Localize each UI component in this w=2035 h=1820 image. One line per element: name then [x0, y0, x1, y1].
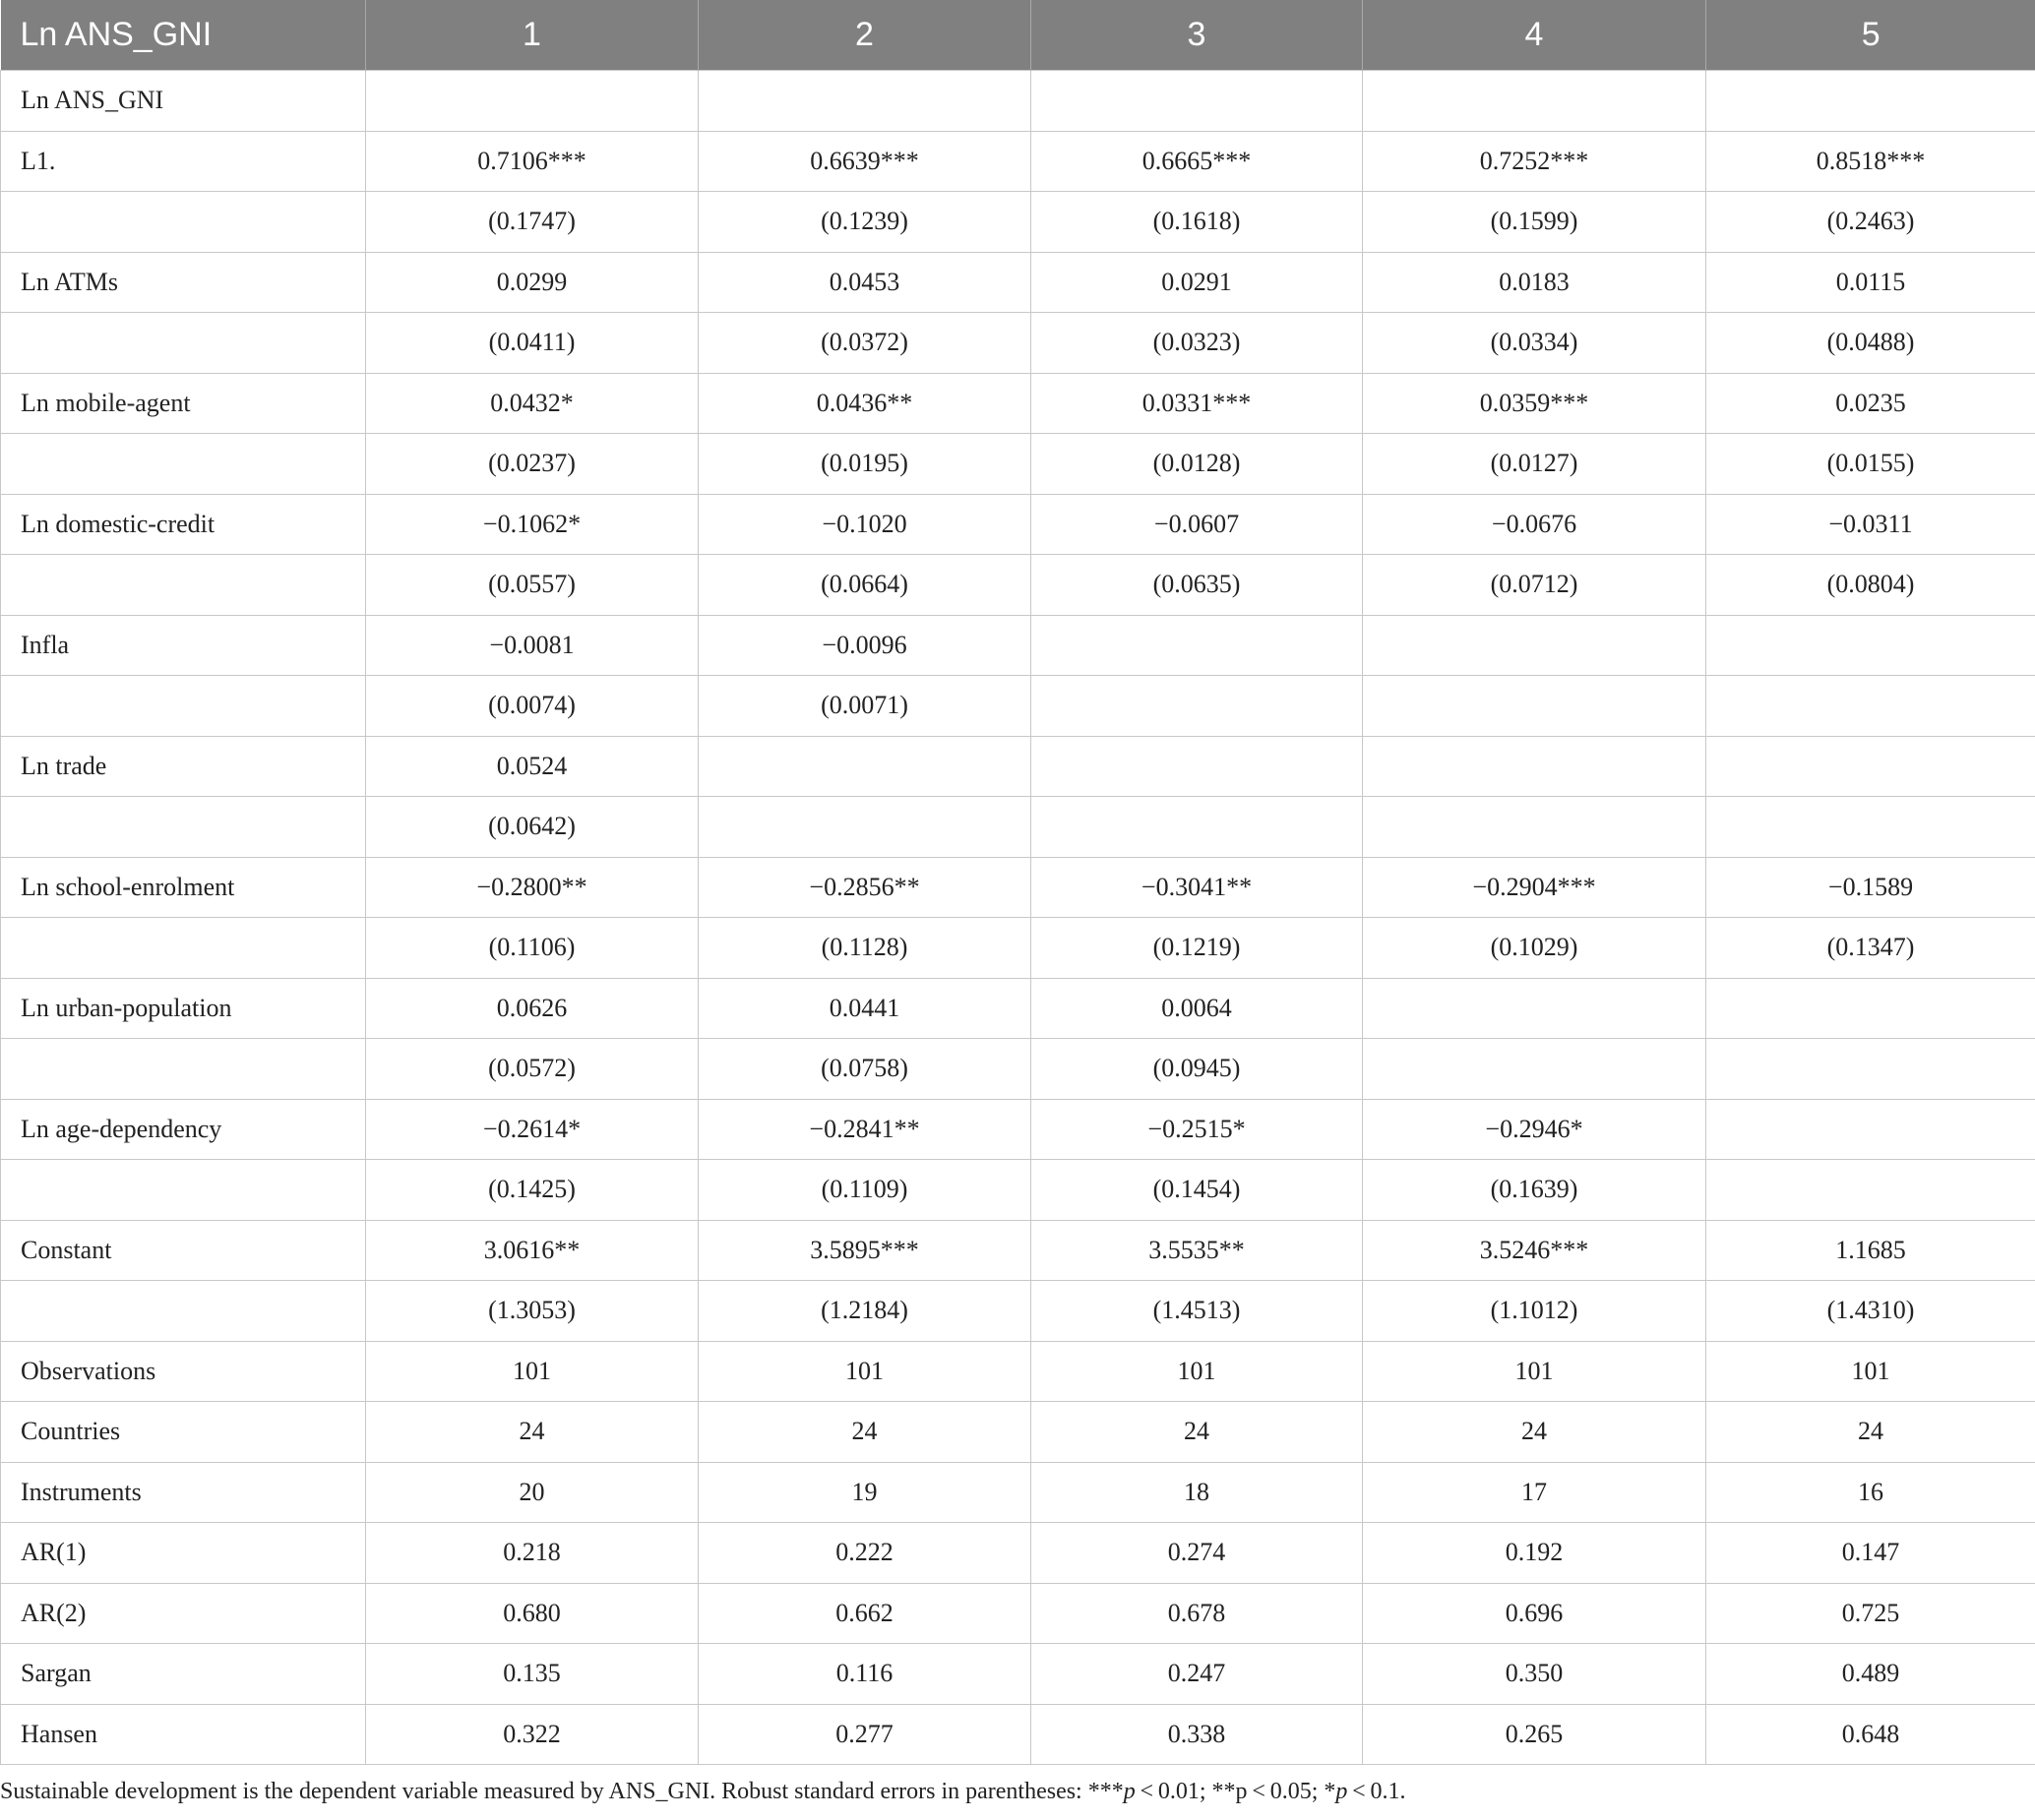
- table-cell: (0.0635): [1031, 555, 1363, 616]
- table-row: [1, 1402, 2035, 1463]
- table-cell: 101: [366, 1341, 699, 1402]
- table-row: [1, 797, 2035, 858]
- table-cell: −0.0096: [699, 615, 1031, 676]
- table-cell: (0.2463): [1706, 192, 2035, 253]
- table-row: [1, 192, 2035, 253]
- table-cell: [1031, 676, 1363, 737]
- table-cell: (1.4513): [1031, 1281, 1363, 1342]
- table-cell: (0.0323): [1031, 313, 1363, 374]
- table-cell: 0.274: [1031, 1523, 1363, 1584]
- table-cell: [1706, 676, 2035, 737]
- table-cell: (0.0488): [1706, 313, 2035, 374]
- table-row: [1, 494, 2035, 555]
- table-cell: 0.247: [1031, 1644, 1363, 1705]
- table-cell: −0.3041**: [1031, 857, 1363, 918]
- table-cell: 0.680: [366, 1583, 699, 1644]
- table-row: [1, 857, 2035, 918]
- table-cell: 0.0441: [699, 978, 1031, 1039]
- footnote-p-2: p: [1335, 1779, 1348, 1804]
- table-cell: −0.1020: [699, 494, 1031, 555]
- table-cell: [1031, 797, 1363, 858]
- table-cell: 17: [1363, 1462, 1706, 1523]
- header-model-1: 1: [366, 0, 699, 71]
- table-cell: 0.696: [1363, 1583, 1706, 1644]
- table-cell: 0.8518***: [1706, 131, 2035, 192]
- row-label: Ln domestic-credit: [1, 494, 366, 555]
- table-cell: (0.0195): [699, 434, 1031, 495]
- table-row: [1, 313, 2035, 374]
- row-label: Ln school-enrolment: [1, 857, 366, 918]
- table-cell: [1706, 1160, 2035, 1221]
- table-row: [1, 252, 2035, 313]
- row-label: [1, 555, 366, 616]
- table-cell: [1706, 71, 2035, 132]
- row-label: Instruments: [1, 1462, 366, 1523]
- row-label: Countries: [1, 1402, 366, 1463]
- table-cell: 0.678: [1031, 1583, 1363, 1644]
- table-row: [1, 918, 2035, 979]
- row-label: Ln urban-population: [1, 978, 366, 1039]
- table-cell: 0.489: [1706, 1644, 2035, 1705]
- table-cell: 0.116: [699, 1644, 1031, 1705]
- table-cell: 0.0299: [366, 252, 699, 313]
- table-cell: 0.192: [1363, 1523, 1706, 1584]
- table-row: [1, 1160, 2035, 1221]
- table-cell: [1706, 1099, 2035, 1160]
- table-cell: −0.2856**: [699, 857, 1031, 918]
- table-cell: −0.2904***: [1363, 857, 1706, 918]
- table-cell: [1363, 676, 1706, 737]
- table-cell: 0.277: [699, 1704, 1031, 1765]
- table-cell: (0.0127): [1363, 434, 1706, 495]
- table-row: [1, 1583, 2035, 1644]
- table-cell: [1363, 71, 1706, 132]
- table-cell: (0.0804): [1706, 555, 2035, 616]
- table-cell: [1031, 736, 1363, 797]
- table-cell: 24: [1363, 1402, 1706, 1463]
- row-label: Sargan: [1, 1644, 366, 1705]
- table-cell: −0.2841**: [699, 1099, 1031, 1160]
- table-cell: 101: [1031, 1341, 1363, 1402]
- row-label: L1.: [1, 131, 366, 192]
- row-label: [1, 1160, 366, 1221]
- table-row: [1, 1099, 2035, 1160]
- header-model-2: 2: [699, 0, 1031, 71]
- table-cell: [1706, 978, 2035, 1039]
- table-cell: [1363, 978, 1706, 1039]
- table-cell: −0.0676: [1363, 494, 1706, 555]
- table-cell: 101: [1363, 1341, 1706, 1402]
- table-cell: (0.1347): [1706, 918, 2035, 979]
- table-cell: 101: [699, 1341, 1031, 1402]
- table-cell: [1363, 797, 1706, 858]
- row-label: [1, 313, 366, 374]
- table-row: [1, 555, 2035, 616]
- table-cell: 24: [366, 1402, 699, 1463]
- table-cell: 1.1685: [1706, 1220, 2035, 1281]
- table-row: [1, 1220, 2035, 1281]
- table-cell: −0.0311: [1706, 494, 2035, 555]
- table-cell: (0.1029): [1363, 918, 1706, 979]
- table-cell: 0.725: [1706, 1583, 2035, 1644]
- table-cell: (0.0712): [1363, 555, 1706, 616]
- table-cell: (1.2184): [699, 1281, 1031, 1342]
- table-cell: 0.218: [366, 1523, 699, 1584]
- table-cell: [699, 71, 1031, 132]
- table-cell: (0.1109): [699, 1160, 1031, 1221]
- table-cell: 24: [1031, 1402, 1363, 1463]
- table-cell: (1.4310): [1706, 1281, 2035, 1342]
- table-row: [1, 1281, 2035, 1342]
- table-cell: (0.1128): [699, 918, 1031, 979]
- table-cell: 0.0235: [1706, 373, 2035, 434]
- table-cell: (0.0642): [366, 797, 699, 858]
- table-cell: 3.5535**: [1031, 1220, 1363, 1281]
- row-label: AR(1): [1, 1523, 366, 1584]
- row-label: [1, 434, 366, 495]
- table-cell: 19: [699, 1462, 1031, 1523]
- table-row: [1, 131, 2035, 192]
- table-cell: 24: [1706, 1402, 2035, 1463]
- table-row: [1, 434, 2035, 495]
- row-label: [1, 1281, 366, 1342]
- table-cell: 0.7252***: [1363, 131, 1706, 192]
- header-model-5: 5: [1706, 0, 2035, 71]
- table-cell: 0.0359***: [1363, 373, 1706, 434]
- table-cell: (0.1618): [1031, 192, 1363, 253]
- table-cell: 24: [699, 1402, 1031, 1463]
- table-cell: (0.0237): [366, 434, 699, 495]
- table-cell: 20: [366, 1462, 699, 1523]
- header-model-4: 4: [1363, 0, 1706, 71]
- table-cell: 0.0453: [699, 252, 1031, 313]
- table-cell: 0.147: [1706, 1523, 2035, 1584]
- header-row: [1, 0, 2035, 71]
- row-label: [1, 192, 366, 253]
- table-cell: 0.662: [699, 1583, 1031, 1644]
- table-cell: (0.0758): [699, 1039, 1031, 1100]
- row-label: Ln ANS_GNI: [1, 71, 366, 132]
- table-cell: 0.350: [1363, 1644, 1706, 1705]
- table-cell: (0.1639): [1363, 1160, 1706, 1221]
- table-cell: (1.3053): [366, 1281, 699, 1342]
- table-body: [1, 71, 2035, 1765]
- table-cell: 0.648: [1706, 1704, 2035, 1765]
- table-cell: 0.0432*: [366, 373, 699, 434]
- table-cell: (0.0572): [366, 1039, 699, 1100]
- table-cell: 0.0626: [366, 978, 699, 1039]
- table-row: [1, 615, 2035, 676]
- table-row: [1, 1462, 2035, 1523]
- table-cell: 0.0291: [1031, 252, 1363, 313]
- row-label: [1, 797, 366, 858]
- table-cell: (0.0664): [699, 555, 1031, 616]
- row-label: Infla: [1, 615, 366, 676]
- table-cell: −0.2515*: [1031, 1099, 1363, 1160]
- table-cell: 0.0436**: [699, 373, 1031, 434]
- table-row: [1, 1341, 2035, 1402]
- table-cell: (0.0155): [1706, 434, 2035, 495]
- table-cell: 0.7106***: [366, 131, 699, 192]
- table-cell: (0.1219): [1031, 918, 1363, 979]
- table-cell: −0.1062*: [366, 494, 699, 555]
- table-cell: 0.265: [1363, 1704, 1706, 1765]
- table-cell: (0.1239): [699, 192, 1031, 253]
- table-cell: [1706, 615, 2035, 676]
- table-row: [1, 1039, 2035, 1100]
- row-label: AR(2): [1, 1583, 366, 1644]
- table-cell: (0.0074): [366, 676, 699, 737]
- table-row: [1, 1704, 2035, 1765]
- table-cell: [1031, 615, 1363, 676]
- table-cell: −0.2946*: [1363, 1099, 1706, 1160]
- table-cell: 101: [1706, 1341, 2035, 1402]
- row-label: Ln mobile-agent: [1, 373, 366, 434]
- table-cell: −0.0081: [366, 615, 699, 676]
- table-cell: 3.0616**: [366, 1220, 699, 1281]
- table-cell: [1706, 797, 2035, 858]
- table-cell: 0.322: [366, 1704, 699, 1765]
- row-label: Hansen: [1, 1704, 366, 1765]
- table-cell: (0.0128): [1031, 434, 1363, 495]
- table-cell: (0.1106): [366, 918, 699, 979]
- table-row: [1, 736, 2035, 797]
- table-cell: −0.2800**: [366, 857, 699, 918]
- table-cell: (0.0334): [1363, 313, 1706, 374]
- table-cell: (0.0372): [699, 313, 1031, 374]
- table-cell: 3.5895***: [699, 1220, 1031, 1281]
- table-footnote: [0, 1779, 1406, 1805]
- table-cell: (0.1425): [366, 1160, 699, 1221]
- footnote-text-1: Sustainable development is the dependent variable measured by ANS_GNI. Robust standard errors in parentheses: ***: [0, 1779, 1124, 1804]
- header-model-3: 3: [1031, 0, 1363, 71]
- row-label: Ln trade: [1, 736, 366, 797]
- table-row: [1, 978, 2035, 1039]
- table-cell: [699, 736, 1031, 797]
- footnote-text-3: < 0.1.: [1347, 1779, 1406, 1804]
- table-cell: [699, 797, 1031, 858]
- table-cell: −0.0607: [1031, 494, 1363, 555]
- table-cell: 0.0064: [1031, 978, 1363, 1039]
- table-cell: 0.0331***: [1031, 373, 1363, 434]
- footnote-p-1: p: [1123, 1779, 1136, 1804]
- table-row: [1, 1523, 2035, 1584]
- table-row: [1, 676, 2035, 737]
- table-cell: [1363, 736, 1706, 797]
- row-label: Constant: [1, 1220, 366, 1281]
- table-cell: 0.6665***: [1031, 131, 1363, 192]
- table-cell: (0.0557): [366, 555, 699, 616]
- table-cell: (0.1599): [1363, 192, 1706, 253]
- row-label: Observations: [1, 1341, 366, 1402]
- table-cell: 0.338: [1031, 1704, 1363, 1765]
- table-cell: −0.2614*: [366, 1099, 699, 1160]
- table-cell: 0.0524: [366, 736, 699, 797]
- header-variable: Ln ANS_GNI: [1, 0, 366, 71]
- table-cell: [1031, 71, 1363, 132]
- table-cell: 0.0183: [1363, 252, 1706, 313]
- table-cell: [366, 71, 699, 132]
- table-cell: [1706, 1039, 2035, 1100]
- table-cell: [1706, 736, 2035, 797]
- table-cell: 0.222: [699, 1523, 1031, 1584]
- table-cell: 18: [1031, 1462, 1363, 1523]
- row-label: [1, 918, 366, 979]
- row-label: [1, 1039, 366, 1100]
- row-label: Ln ATMs: [1, 252, 366, 313]
- row-label: Ln age-dependency: [1, 1099, 366, 1160]
- table-cell: [1363, 615, 1706, 676]
- table-row: [1, 71, 2035, 132]
- table-row: [1, 1644, 2035, 1705]
- table-cell: (0.1454): [1031, 1160, 1363, 1221]
- table-header: [1, 0, 2035, 71]
- table-cell: 0.0115: [1706, 252, 2035, 313]
- table-cell: [1363, 1039, 1706, 1100]
- table-cell: (1.1012): [1363, 1281, 1706, 1342]
- table-row: [1, 373, 2035, 434]
- table-cell: 3.5246***: [1363, 1220, 1706, 1281]
- footnote-text-2: < 0.01; **p < 0.05; *: [1135, 1779, 1336, 1804]
- table-cell: 0.6639***: [699, 131, 1031, 192]
- row-label: [1, 676, 366, 737]
- table-cell: (0.0411): [366, 313, 699, 374]
- table-cell: 16: [1706, 1462, 2035, 1523]
- table-cell: (0.1747): [366, 192, 699, 253]
- table-cell: −0.1589: [1706, 857, 2035, 918]
- table-cell: (0.0945): [1031, 1039, 1363, 1100]
- table-cell: (0.0071): [699, 676, 1031, 737]
- table-cell: 0.135: [366, 1644, 699, 1705]
